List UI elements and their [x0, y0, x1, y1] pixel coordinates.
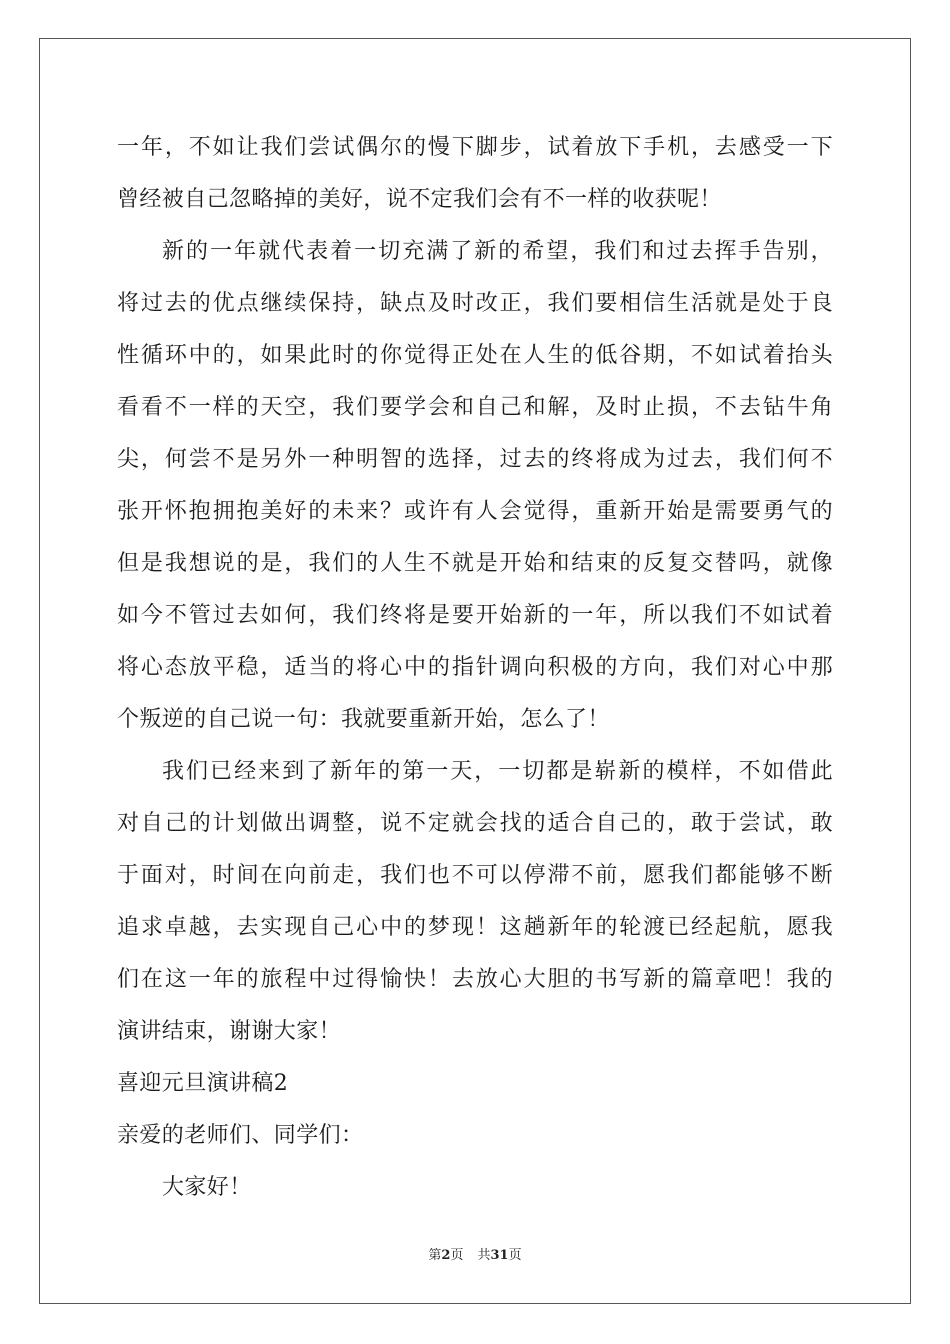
- greeting: 大家好！: [162, 1175, 252, 1200]
- body-text-line: 将心态放平稳，适当的将心中的指针调向积极的方向，我们对心中那: [117, 655, 833, 680]
- page-suffix: 页: [450, 1248, 464, 1263]
- body-text-line: 新的一年就代表着一切充满了新的希望，我们和过去挥手告别，: [162, 239, 833, 264]
- body-text-line: 我们已经来到了新年的第一天，一切都是崭新的模样，不如借此: [162, 759, 833, 784]
- page-footer: [0, 1247, 950, 1265]
- section-title: 喜迎元旦演讲稿2: [117, 1071, 289, 1096]
- body-text-line: 但是我想说的是，我们的人生不就是开始和结束的反复交替吗，就像: [117, 551, 833, 576]
- salutation: 亲爱的老师们、同学们：: [117, 1123, 364, 1148]
- body-text-line: 演讲结束，谢谢大家！: [117, 1019, 342, 1044]
- total-prefix: 共: [477, 1248, 491, 1263]
- body-text-line: 于面对，时间在向前走，我们也不可以停滞不前，愿我们都能够不断: [117, 863, 833, 888]
- body-text-line: 个叛逆的自己说一句：我就要重新开始，怎么了！: [117, 707, 610, 732]
- body-text-line: 看看不一样的天空，我们要学会和自己和解，及时止损，不去钻牛角: [117, 395, 833, 420]
- body-text-line: 将过去的优点继续保持，缺点及时改正，我们要相信生活就是处于良: [117, 291, 833, 316]
- body-text-line: 如今不管过去如何，我们终将是要开始新的一年，所以我们不如试着: [117, 603, 833, 628]
- body-text-line: 追求卓越，去实现自己心中的梦现！这趟新年的轮渡已经起航，愿我: [117, 915, 833, 940]
- total-pages: 31: [490, 1248, 509, 1263]
- body-text-line: 曾经被自己忽略掉的美好，说不定我们会有不一样的收获呢！: [117, 187, 722, 212]
- total-suffix: 页: [508, 1248, 522, 1263]
- body-text-line: 一年，不如让我们尝试偶尔的慢下脚步，试着放下手机，去感受一下: [117, 135, 833, 160]
- body-text-line: 张开怀抱拥抱美好的未来？或许有人会觉得，重新开始是需要勇气的: [117, 499, 833, 524]
- body-text-line: 对自己的计划做出调整，说不定就会找的适合自己的，敢于尝试，敢: [117, 811, 833, 836]
- page-number: 2: [441, 1248, 451, 1263]
- body-text-line: 性循环中的，如果此时的你觉得正处在人生的低谷期，不如试着抬头: [117, 343, 833, 368]
- body-text-line: 尖，何尝不是另外一种明智的选择，过去的终将成为过去，我们何不: [117, 447, 833, 472]
- body-text-line: 们在这一年的旅程中过得愉快！去放心大胆的书写新的篇章吧！我的: [117, 967, 833, 992]
- page-prefix: 第: [428, 1248, 442, 1263]
